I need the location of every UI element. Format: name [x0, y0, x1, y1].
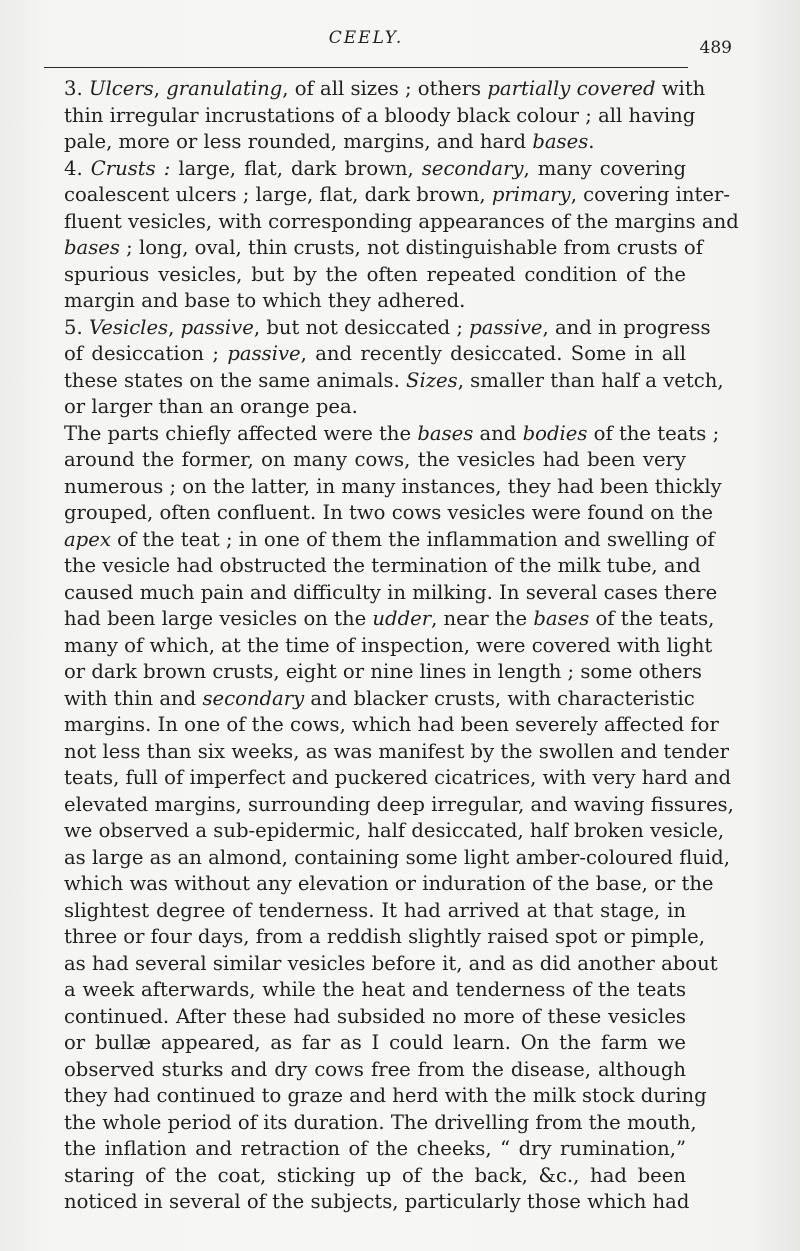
page-number: 489 [699, 38, 732, 58]
text-line: caused much pain and difficulty in milking. In several cases there [64, 580, 718, 604]
text-line: or bullæ appeared, as far as I could learn. On the farm we [64, 1031, 686, 1054]
text-line: fluent vesicles, with corresponding appearances of the margins and [64, 209, 739, 233]
text-line: as had several similar vesicles before it, and as did another about [64, 951, 718, 975]
text-line: slightest degree of tenderness. It had arrived at that stage, in [64, 898, 686, 922]
text-line: they had continued to graze and herd with the milk stock during [64, 1084, 707, 1107]
text-line: continued. After these had subsided no more of these vesicles [64, 1004, 686, 1028]
text-line: which was without any elevation or induration of the base, or the [64, 872, 714, 895]
text-line: thin irregular incrustations of a bloody black colour ; all having [64, 103, 696, 127]
text-line: the vesicle had obstructed the termination of the milk tube, and [64, 554, 701, 577]
text-line: observed sturks and dry cows free from the disease, although [64, 1057, 686, 1081]
text-line: grouped, often confluent. In two cows vesicles were found on the [64, 501, 713, 524]
paragraph [46, 421, 734, 1216]
text-line: margin and base to which they adhered. [64, 289, 466, 312]
text-line: not less than six weeks, as was manifest by the swollen and tender [64, 739, 729, 763]
page-header [44, 28, 732, 58]
text-line: spurious vesicles, but by the often repeated condition of the [64, 262, 686, 286]
text-line: teats, full of imperfect and puckered cicatrices, with very hard and [64, 766, 731, 789]
header-rule [44, 67, 688, 68]
text-line: with thin and secondary and blacker crusts, with characteristic [64, 686, 695, 710]
text-line: noticed in several of the subjects, particularly those which had [64, 1190, 690, 1213]
text-line: 5. Vesicles, passive, but not desiccated ; passive, and in progress [64, 315, 711, 339]
text-line: The parts chiefly affected were the bases and bodies of the teats ; [64, 421, 720, 445]
paragraph [46, 315, 724, 421]
paragraph [46, 76, 706, 156]
text-line: staring of the coat, sticking up of the back, &c., had been [64, 1163, 686, 1187]
text-line: elevated margins, surrounding deep irregular, and waving fissures, [64, 792, 734, 816]
text-line: these states on the same animals. Sizes, smaller than half a vetch, [64, 368, 724, 392]
text-line: the inflation and retraction of the cheeks, “ dry rumination,” [64, 1137, 686, 1160]
text-line: bases ; long, oval, thin crusts, not distinguishable from crusts of [64, 236, 703, 259]
text-line: as large as an almond, containing some light amber-coloured fluid, [64, 845, 730, 869]
text-line: three or four days, from a reddish slightly raised spot or pimple, [64, 925, 705, 948]
text-line: the whole period of its duration. The drivelling from the mouth, [64, 1110, 697, 1134]
text-line: many of which, at the time of inspection, were covered with light [64, 633, 713, 657]
body-text [46, 76, 739, 1216]
text-line: had been large vesicles on the udder, near the bases of the teats, [64, 607, 715, 630]
text-line: or larger than an orange pea. [64, 395, 358, 418]
text-line: 3. Ulcers, granulating, of all sizes ; others partially covered with [64, 77, 706, 100]
paragraph [46, 156, 739, 315]
text-line: coalescent ulcers ; large, flat, dark brown, primary, covering inter- [64, 183, 730, 206]
running-head: CEELY. [328, 28, 404, 48]
text-line: of desiccation ; passive, and recently desiccated. Some in all [64, 342, 686, 365]
text-line: we observed a sub-epidermic, half desiccated, half broken vesicle, [64, 819, 725, 842]
text-line: apex of the teat ; in one of them the inflammation and swelling of [64, 527, 715, 551]
text-line: or dark brown crusts, eight or nine lines in length ; some others [64, 660, 702, 683]
text-line: around the former, on many cows, the vesicles had been very [64, 448, 686, 471]
text-line: numerous ; on the latter, in many instances, they had been thickly [64, 474, 722, 498]
text-line: pale, more or less rounded, margins, and hard bases. [64, 130, 595, 153]
text-line: 4. Crusts : large, flat, dark brown, secondary, many covering [64, 156, 686, 180]
text-line: margins. In one of the cows, which had been severely affected for [64, 713, 719, 736]
text-line: a week afterwards, while the heat and tenderness of the teats [64, 978, 686, 1001]
